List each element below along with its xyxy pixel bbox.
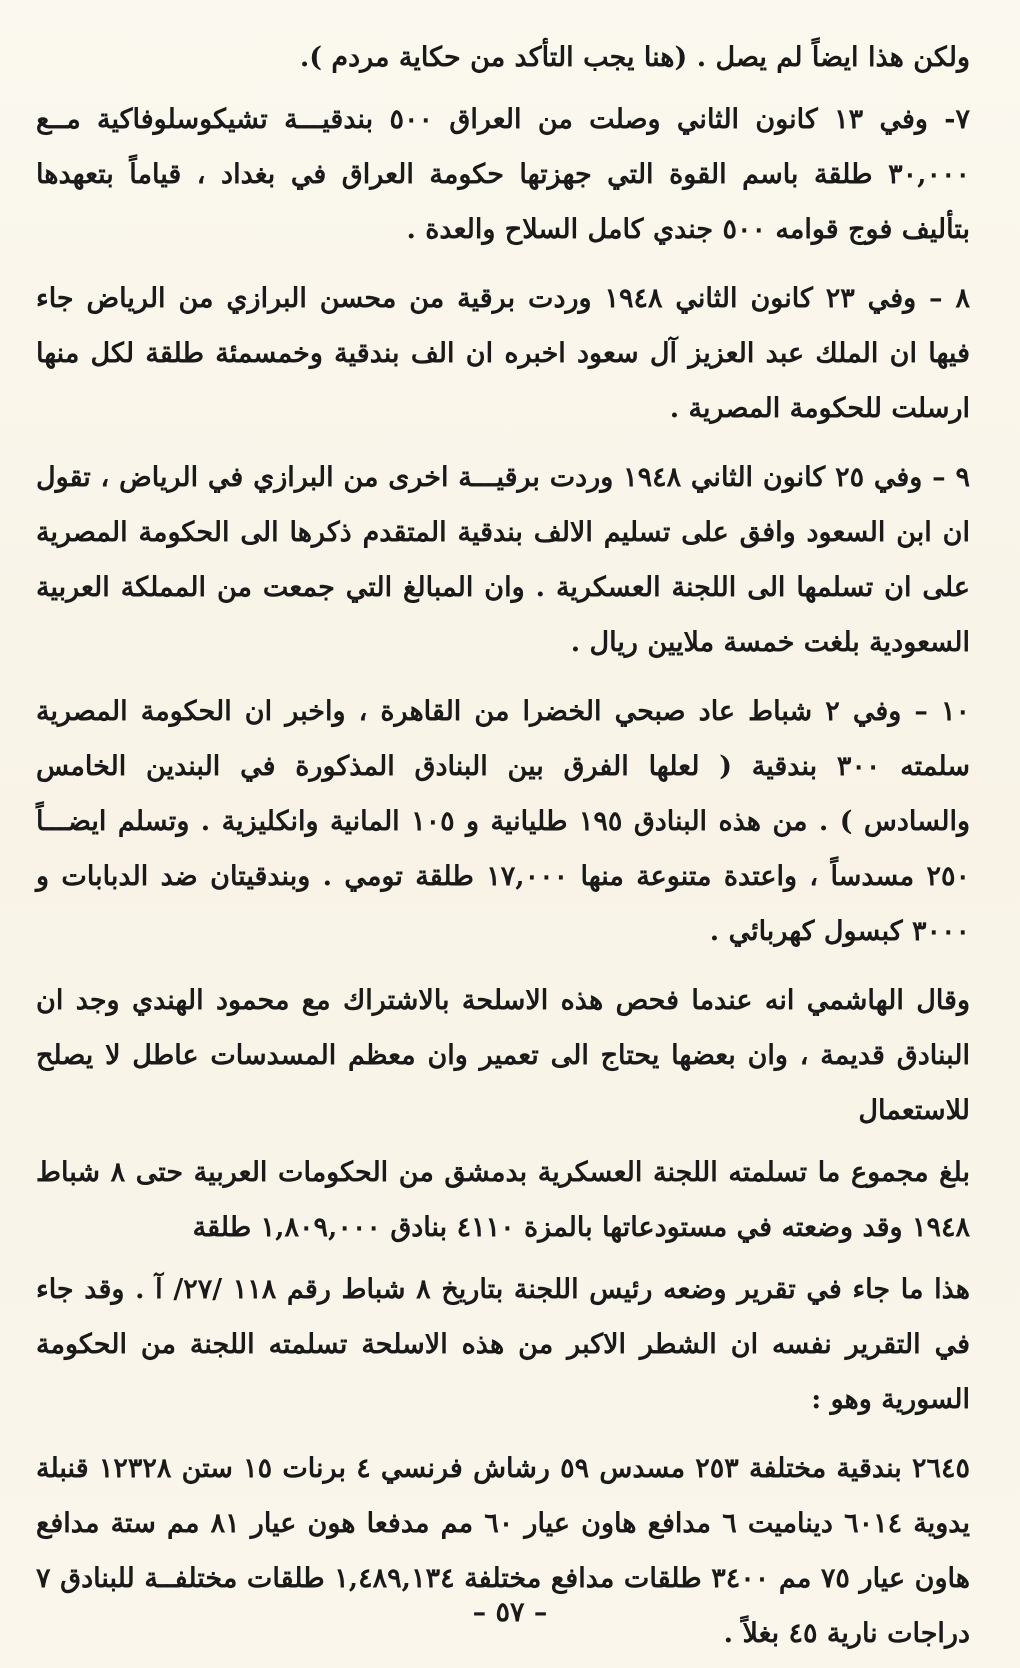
paragraph-report: هذا ما جاء في تقرير وضعه رئيس اللجنة بتاريخ ٨ شباط رقم ١١٨ /٢٧/ آ . وقد جاء في التقرير نفسه ان الشطر الاكبر من هذه الاسلحة تسلمته اللجنة من الحكومة السورية وهو : — [36, 1274, 971, 1415]
page-body — [36, 30, 970, 1668]
paragraph-item-7: ٧- وفي ١٣ كانون الثاني وصلت من العراق ٥٠٠ بندقيـــة تشيكوسلوفاكية مــع ٣٠,٠٠٠ طلقة باسم القوة التي جهزتها حكومة العراق في بغداد ، قياماً بتعهدها بتأليف فوج قوامه ٥٠٠ جندي كامل السلاح والعدة . — [36, 104, 970, 245]
paragraph-item-8: ٨ – وفي ٢٣ كانون الثاني ١٩٤٨ وردت برقية من محسن البرازي من الرياض جاء فيها ان الملك عبد العزيز آل سعود اخبره ان الف بندقية وخمسمئة طلقة لكل منها ارسلت للحكومة المصرية . — [36, 283, 970, 424]
paragraph-total-received: بلغ مجموع ما تسلمته اللجنة العسكرية بدمشق من الحكومات العربية حتى ٨ شباط ١٩٤٨ وقد وضعته في مستودعاتها بالمزة ٤١١٠ بنادق ١,٨٠٩,٠٠٠ طلقة — [36, 1157, 970, 1243]
paragraph-hashimi-inspection: وقال الهاشمي انه عندما فحص هذه الاسلحة بالاشتراك مع محمود الهندي وجد ان البنادق قديمة ، وان بعضها يحتاج الى تعمير وان معظم المسدسات عاطل لا يصلح للاستعمال — [36, 985, 970, 1126]
page-number: – ٥٧ – — [472, 1597, 548, 1628]
paragraph-weapons-list: ٢٦٤٥ بندقية مختلفة ٢٥٣ مسدس ٥٩ رشاش فرنسي ٤ برنات ١٥ ستن ١٢٣٢٨ قنبلة يدوية ٦٠١٤ ديناميت ٦ مدافع هاون عيار ٦٠ مم مدفعا هون عيار ٨١ مم ستة مدافع هاون عيار ٧٥ مم ٣٤٠٠ طلقات مدافع مختلفة ١,٤٨٩,١٣٤ طلقات مختلفــة للبنادق ٧ دراجات نارية ٤٥ بغلاً . — [36, 1453, 971, 1649]
paragraph-item-9: ٩ – وفي ٢٥ كانون الثاني ١٩٤٨ وردت برقيـــة اخرى من البرازي في الرياض ، تقول ان ابن السعود وافق على تسليم الالف بندقية المتقدم ذكرها الى الحكومة المصرية على ان تسلمها الى اللجنة العسكرية . وان المبالغ التي جمعت من المملكة العربية السعودية بلغت خمسة ملايين ريال . — [36, 462, 970, 658]
paragraph-item-10: ١٠ – وفي ٢ شباط عاد صبحي الخضرا من القاهرة ، واخبر ان الحكومة المصرية سلمته ٣٠٠ بندقية ( لعلها الفرق بين البنادق المذكورة في البندين الخامس والسادس ) . من هذه البنادق ١٩٥ طليانية و ١٠٥ المانية وانكليزية . وتسلم ايضـــاً ٢٥٠ مسدساً ، واعتدة متنوعة منها ١٧,٠٠٠ طلقة تومي . وبندقيتان ضد الدبابات و ٣٠٠٠ كبسول كهربائي . — [36, 696, 970, 947]
paragraph-intro: ولكن هذا ايضاً لم يصل . (هنا يجب التأكد من حكاية مردم ). — [299, 42, 970, 73]
